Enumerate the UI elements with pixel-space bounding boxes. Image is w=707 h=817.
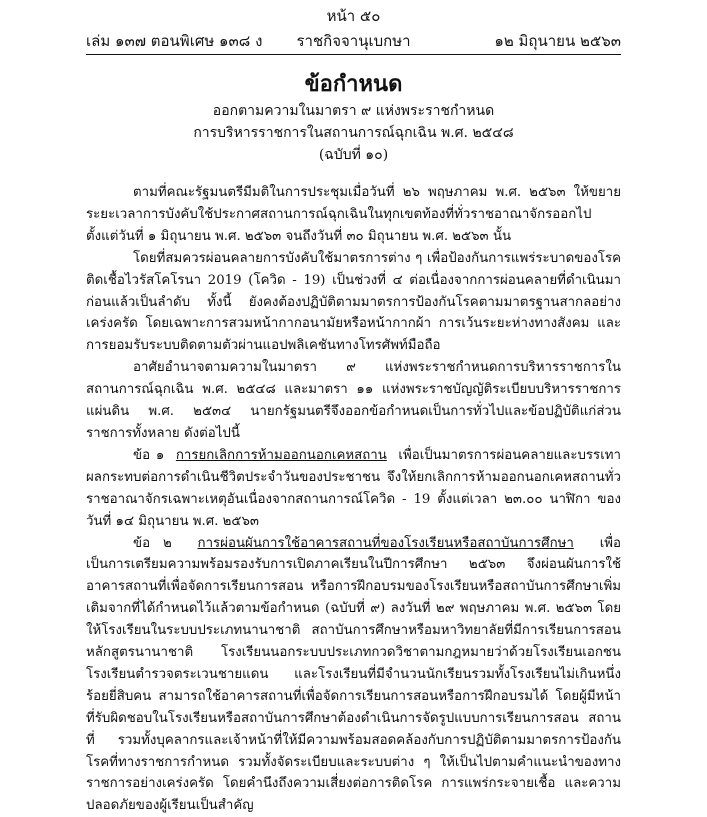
page-number: หน้า ๕๐ (326, 7, 381, 25)
paragraph-preamble: ตามที่คณะรัฐมนตรีมีมติในการประชุมเมื่อวันที่ ๒๖ พฤษภาคม พ.ศ. ๒๕๖๓ ให้ขยายระยะเวลาการบังคับใช้ประกาศสถานการณ์ฉุกเฉินในทุกเขตท้องที่ทั่วราชอาณาจักรออกไปตั้งแต่วันที่ ๑ มิถุนายน พ.ศ. ๒๕๖๓ จนถึงวันที่ ๓๐ มิถุนายน พ.ศ. ๒๕๖๓ นั้น (86, 185, 621, 244)
clause-1 (86, 445, 621, 533)
clause-2-text: เพื่อเป็นการเตรียมความพร้อมรองรับการเปิดภาคเรียนในปีการศึกษา ๒๕๖๓ จึงผ่อนผันการใช้อาคารสถานที่เพื่อจัดการเรียนการสอน หรือการฝึกอบรมของโรงเรียนหรือสถาบันการศึกษาเพิ่มเติมจากที่ได้กำหนดไว้แล้วตามข้อกำหนด (ฉบับที่ ๙) ลงวันที่ ๒๙ พฤษภาคม พ.ศ. ๒๕๖๓ โดยให้โรงเรียนในระบบประเภทนานาชาติ สถาบันการศึกษาหรือมหาวิทยาลัยที่มีการเรียนการสอนหลักสูตรนานาชาติ โรงเรียนนอกระบบประเภทกวดวิชาตามกฎหมายว่าด้วยโรงเรียนเอกชน โรงเรียนตำรวจตระเวนชายแดน และโรงเรียนที่มีจำนวนนักเรียนรวมทั้งโรงเรียนไม่เกินหนึ่งร้อยยี่สิบคน สามารถใช้อาคารสถานที่เพื่อจัดการเรียนการสอนหรือการฝึกอบรมได้ โดยผู้มีหน้าที่รับผิดชอบในโรงเรียนหรือสถาบันการศึกษาต้องดำเนินการจัดรูปแบบการเรียนการสอน สถานที่ รวมทั้งบุคลากรและเจ้าหน้าที่ให้มีความพร้อมสอดคล้องกับการปฏิบัติตามมาตรการป้องกันโรคที่ทางราชการกำหนด รวมทั้งจัดระเบียบและระบบต่าง ๆ ให้เป็นไปตามคำแนะนำของทางราชการอย่างเคร่งครัด โดยคำนึงถึงความเสี่ยงต่อการติดโรค การแพร่กระจายเชื้อ และความปลอดภัยของผู้เรียนเป็นสำคัญ (86, 535, 621, 814)
document-title: ข้อกำหนด (304, 71, 403, 97)
clause-2-heading: การผ่อนผันการใช้อาคารสถานที่ของโรงเรียนหรือสถาบันการศึกษา (197, 535, 574, 551)
document-subtitle-2: การบริหารราชการในสถานการณ์ฉุกเฉิน พ.ศ. ๒๕๔๘ (193, 125, 514, 141)
document-subtitle-3: (ฉบับที่ ๑๐) (318, 147, 389, 163)
issue-date: ๑๒ มิถุนายน ๒๕๖๓ (494, 32, 621, 50)
paragraph-authority: อาศัยอำนาจตามความในมาตรา ๙ แห่งพระราชกำหนดการบริหารราชการในสถานการณ์ฉุกเฉิน พ.ศ. ๒๕๔๘ และมาตรา ๑๑ แห่งพระราชบัญญัติระเบียบบริหารราชการแผ่นดิน พ.ศ. ๒๕๓๔ นายกรัฐมนตรีจึงออกข้อกำหนดเป็นการทั่วไปและข้อปฏิบัติแก่ส่วนราชการทั้งหลาย ดังต่อไปนี้ (86, 360, 621, 441)
paragraph-rationale: โดยที่สมควรผ่อนคลายการบังคับใช้มาตรการต่าง ๆ เพื่อป้องกันการแพร่ระบาดของโรคติดเชื้อไวรัสโคโรนา 2019 (โควิด - 19) เป็นช่วงที่ ๔ ต่อเนื่องจากการผ่อนคลายที่ดำเนินมาก่อนแล้วเป็นลำดับ ทั้งนี้ ยังคงต้องปฏิบัติตามมาตรการป้องกันโรคตามมาตรฐานสากลอย่างเคร่งครัด โดยเฉพาะการสวมหน้ากากอนามัยหรือหน้ากากผ้า การเว้นระยะห่างทางสังคม และการยอมรับระบบติดตามตัวผ่านแอปพลิเคชันทางโทรศัพท์มือถือ (86, 250, 621, 354)
gazette-name: ราชกิจจานุเบกษา (296, 32, 411, 50)
clause-1-heading: การยกเลิกการห้ามออกนอกเคหสถาน (175, 447, 387, 463)
document-subtitle-1: ออกตามความในมาตรา ๙ แห่งพระราชกำหนด (212, 103, 495, 119)
clause-1-label: ข้อ ๑ (133, 447, 165, 463)
clause-2-label: ข้อ ๒ (133, 535, 172, 551)
header-divider (86, 54, 621, 55)
volume-info: เล่ม ๑๓๗ ตอนพิเศษ ๑๓๘ ง (86, 32, 263, 50)
clause-1-text: เพื่อเป็นมาตรการผ่อนคลายและบรรเทาผลกระทบต่อการดำเนินชีวิตประจำวันของประชาชน จึงให้ยกเลิกการห้ามออกนอกเคหสถานทั่วราชอาณาจักรเฉพาะเหตุอันเนื่องจากสถานการณ์โควิด - 19 ตั้งแต่เวลา ๒๓.๐๐ นาฬิกา ของวันที่ ๑๔ มิถุนายน พ.ศ. ๒๕๖๓ (86, 447, 621, 529)
clause-2 (86, 533, 621, 817)
document-body (86, 182, 621, 817)
